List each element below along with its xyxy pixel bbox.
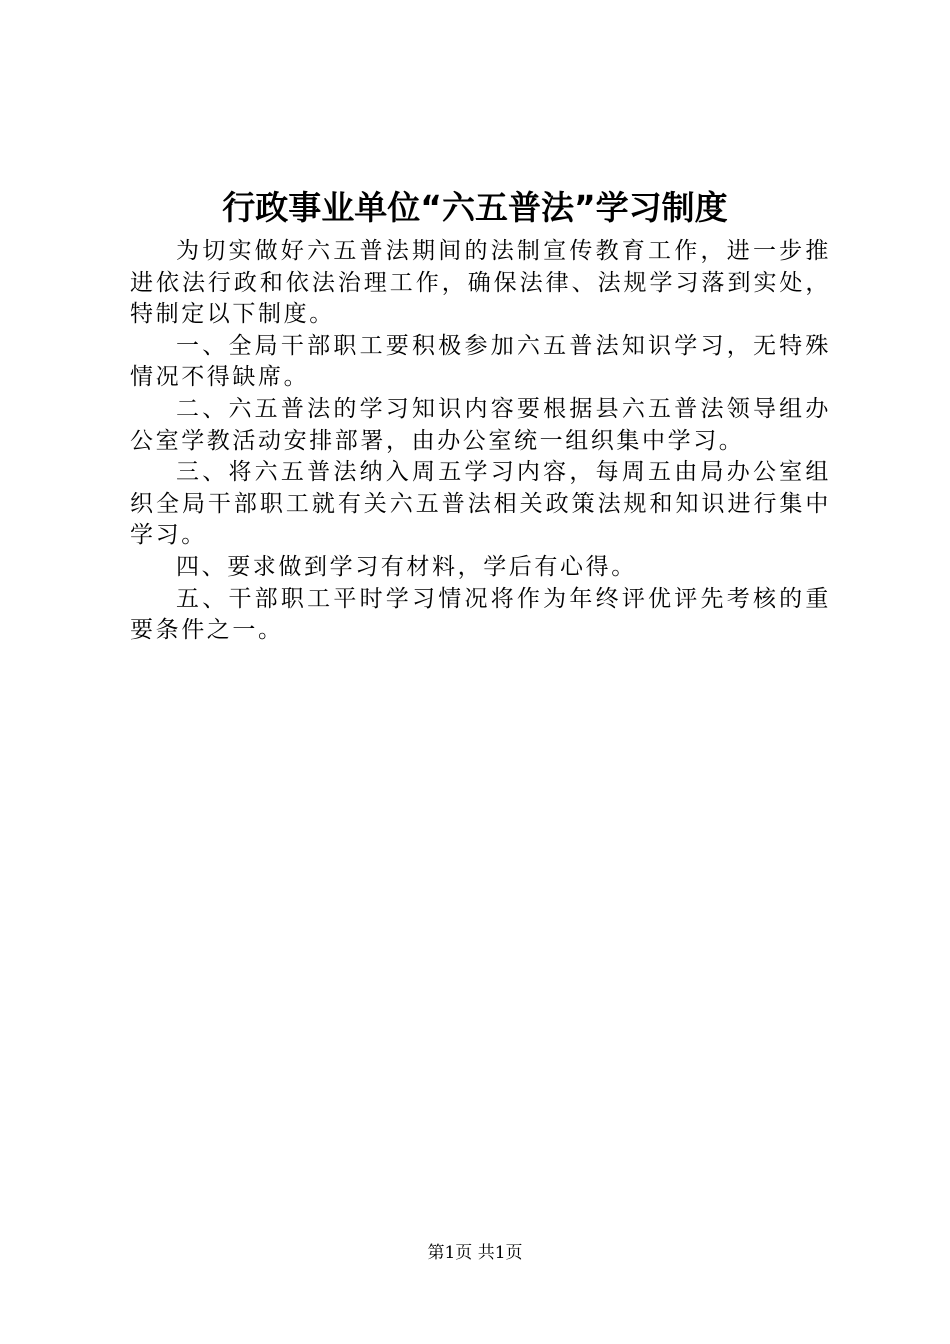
paragraph-rule-3: 三、将六五普法纳入周五学习内容，每周五由局办公室组织全局干部职工就有关六五普法相关政策法规和知识进行集中学习。 (130, 459, 831, 549)
paragraph-intro: 为切实做好六五普法期间的法制宣传教育工作，进一步推进依法行政和依法治理工作，确保法律、法规学习落到实处，特制定以下制度。 (130, 238, 831, 328)
paragraph-rule-2: 二、六五普法的学习知识内容要根据县六五普法领导组办公室学教活动安排部署，由办公室统一组织集中学习。 (130, 395, 831, 454)
paragraph-rule-1: 一、全局干部职工要积极参加六五普法知识学习，无特殊情况不得缺席。 (130, 332, 831, 391)
document-title: 行政事业单位“六五普法”学习制度 (222, 188, 728, 227)
page-number-footer: 第1页 共1页 (427, 1243, 523, 1263)
paragraph-rule-4: 四、要求做到学习有材料，学后有心得。 (176, 553, 637, 580)
document-body (130, 236, 831, 647)
paragraph-rule-5: 五、干部职工平时学习情况将作为年终评优评先考核的重要条件之一。 (130, 585, 831, 644)
